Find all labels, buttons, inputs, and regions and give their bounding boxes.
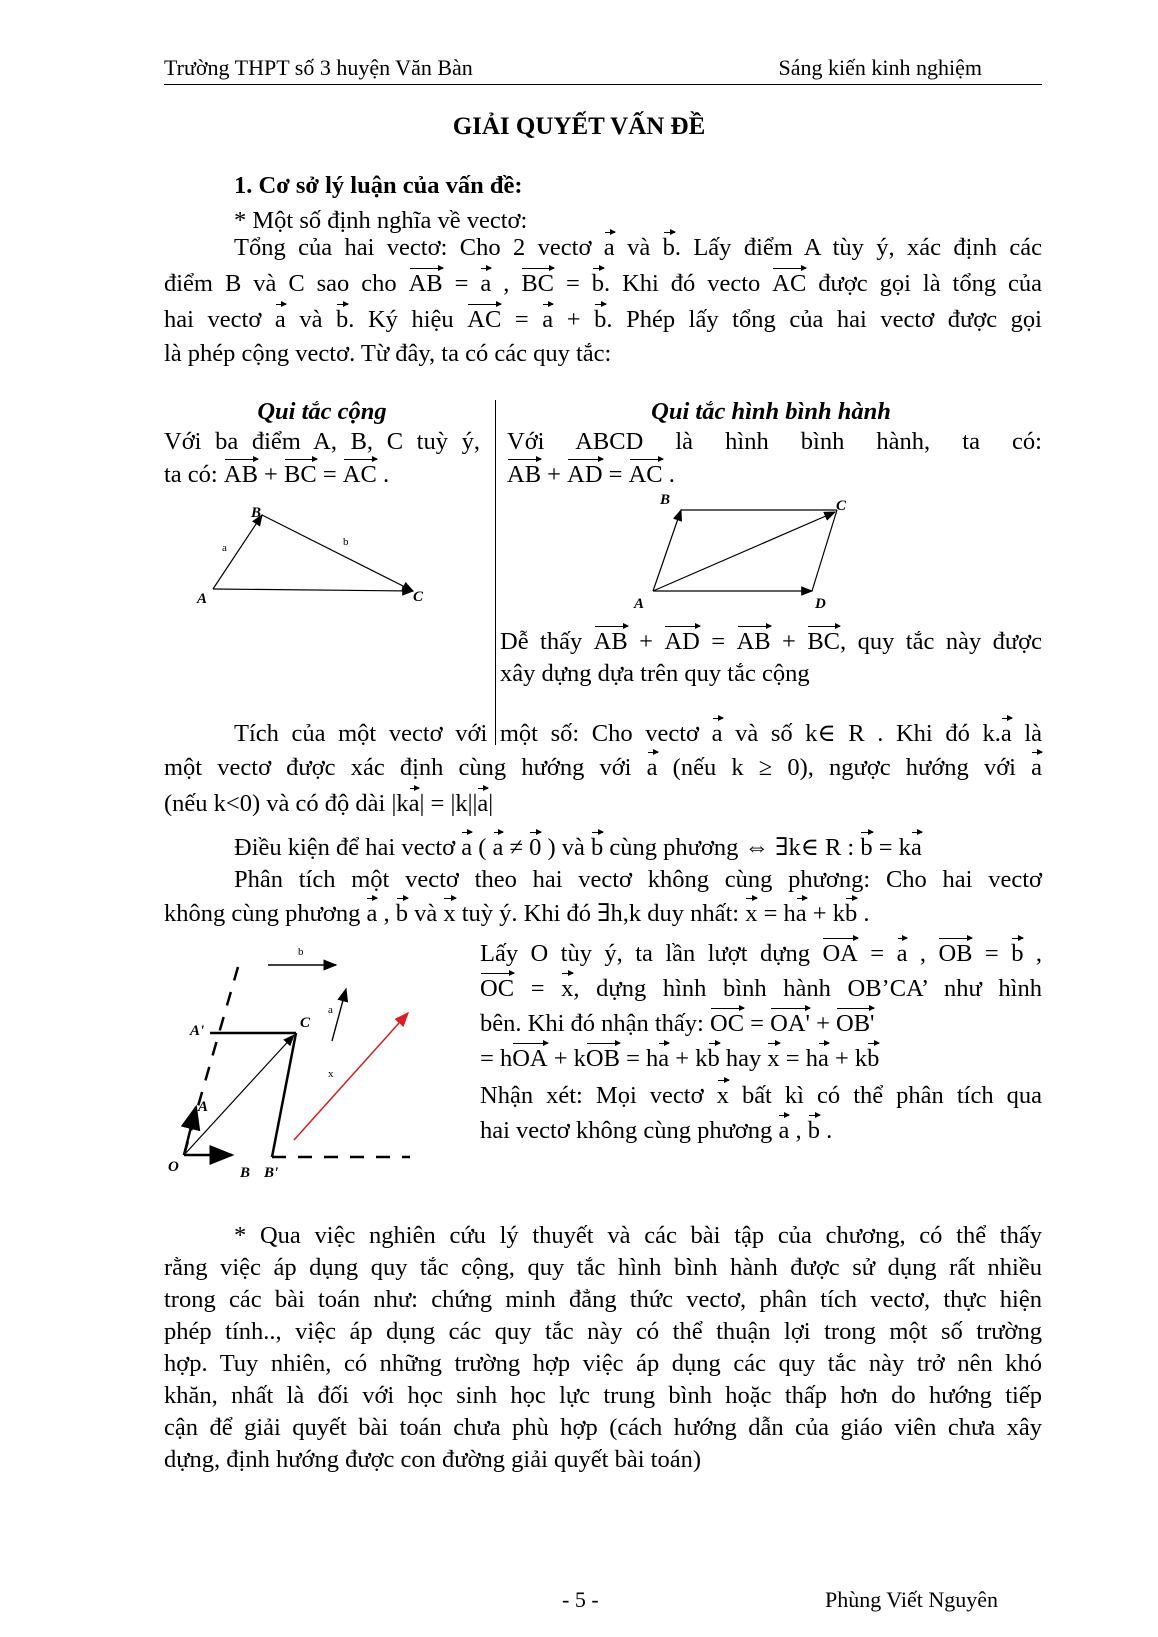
remark-line6: khăn, nhất là đối với học sinh học lực trung bình hoặc thấp hơn do hướng tiếp	[164, 1382, 1042, 1409]
header-rule	[164, 84, 1042, 85]
definitions-label: * Một số định nghĩa về vectơ:	[234, 207, 528, 234]
rule-parallelogram-formula: AB + AD = AC .	[507, 461, 675, 488]
label-b: b	[343, 536, 349, 548]
label-O: O	[168, 1159, 179, 1175]
remark-line1: * Qua việc nghiên cứu lý thuyết và các bài tập của chương, có thể thấy	[234, 1222, 1042, 1249]
collinear-condition: Điều kiện để hai vectơ a ( a ≠ 0 ) và b cùng phương ⇔ ∃k∈ R : b = ka	[234, 834, 922, 861]
label-A: A	[197, 591, 208, 607]
decomposition-remark-line2: hai vectơ không cùng phương a , b .	[480, 1117, 833, 1144]
sum-definition-line2: điểm B và C sao cho AB = a , BC = b. Khi đó vecto AC được gọi là tổng của	[164, 270, 1043, 297]
scalar-line2: một vectơ được xác định cùng hướng với a (nếu k ≥ 0), ngược hướng với a	[164, 754, 1042, 781]
decomposition-line2: không cùng phương a , b và x tuỳ ý. Khi đó ∃h,k duy nhất: x = ha + kb .	[164, 900, 870, 927]
vector-AC	[213, 589, 413, 591]
label-C: C	[413, 589, 424, 605]
sum-definition-line1: Tổng của hai vectơ: Cho 2 vectơ a và b. Lấy điểm A tùy ý, xác định các	[234, 234, 1042, 261]
remark-line3: trong các bài toán như: chứng minh đẳng thức vectơ, phân tích vectơ, thực hiện	[164, 1286, 1042, 1313]
label-B: B	[251, 505, 262, 521]
segment-CB'	[272, 1033, 296, 1157]
decomposition-line1: Phân tích một vectơ theo hai vectơ không cùng phương: Cho hai vectơ	[234, 866, 1042, 893]
footer-author: Phùng Viết Nguyên	[824, 1587, 998, 1612]
decomposition-figure	[160, 935, 460, 1190]
page-number: - 5 -	[562, 1587, 599, 1612]
sum-definition-line4: là phép cộng vectơ. Từ đây, ta có các quy tắc:	[164, 340, 612, 367]
decomposition-text-line2: OC = x, dựng hình bình hành OB’CA’ như hình	[480, 975, 1042, 1002]
vector-AB	[653, 510, 681, 591]
parallelogram-note-line1: Dễ thấy AB + AD = AB + BC, quy tắc này được	[500, 628, 1043, 655]
remark-line2: rằng việc áp dụng quy tắc cộng, quy tắc hình bình hành được sử dụng rất nhiều	[164, 1254, 1042, 1281]
decomposition-remark-line1: Nhận xét: Mọi vectơ x bất kì có thể phân tích qua	[480, 1082, 1043, 1109]
sum-definition-line3: hai vectơ a và b. Ký hiệu AC = a + b. Phép lấy tổng của hai vectơ được gọi	[164, 306, 1042, 333]
label-C: C	[300, 1015, 311, 1031]
remark-line5: hợp. Tuy nhiên, có những trường hợp việc áp dụng các quy tắc này trở nên khó	[164, 1350, 1042, 1377]
label-A-prime: A'	[190, 1023, 205, 1039]
label-A: A	[634, 596, 645, 612]
rule-parallelogram-line1: Với ABCD là hình bình hành, ta có:	[507, 428, 1042, 455]
remark-line7: cận để giải quyết bài toán chưa phù hợp (cách hướng dẫn của giáo viên chưa xây	[164, 1414, 1042, 1441]
column-divider	[495, 400, 496, 745]
label-B-prime: B'	[264, 1165, 279, 1181]
segment-CD	[812, 510, 837, 591]
header-doc-type: Sáng kiến kinh nghiệm	[778, 55, 982, 80]
label-B: B	[240, 1165, 251, 1181]
decomposition-text-line4: = hOA + kOB = ha + kb hay x = ha + kb	[480, 1045, 880, 1072]
remark-line8: dựng, định hướng được con đường giải quyết bài toán)	[164, 1446, 701, 1473]
vector-AC	[653, 512, 835, 591]
vector-x	[294, 1013, 408, 1140]
label-A: A	[198, 1099, 209, 1115]
triangle-addition-figure	[195, 505, 455, 630]
rule-add-line2: ta có: AB + BC = AC .	[164, 461, 390, 488]
label-x: x	[328, 1068, 334, 1080]
vector-AB	[213, 515, 262, 589]
decomposition-text-line1: Lấy O tùy ý, ta lần lượt dựng OA = a , OB = b ,	[480, 940, 1042, 967]
label-D: D	[815, 596, 826, 612]
scalar-line3: (nếu k<0) và có độ dài |ka| = |k||a|	[164, 790, 494, 817]
scalar-line1: Tích của một vectơ với một số: Cho vectơ a và số k∈ R . Khi đó k.a là	[234, 720, 1043, 747]
rule-parallelogram-title: Qui tắc hình bình hành	[651, 398, 891, 425]
decomposition-text-line3: bên. Khi đó nhận thấy: OC = OA' + OB'	[480, 1010, 875, 1037]
rule-add-title: Qui tắc cộng	[257, 398, 387, 425]
parallelogram-figure	[630, 490, 860, 620]
label-a: a	[328, 1004, 333, 1016]
rule-add-line1: Với ba điểm A, B, C tuỳ ý,	[164, 428, 480, 455]
vector-BC	[262, 515, 413, 591]
remark-line4: phép tính.., việc áp dụng các quy tắc này có thể thuận lợi trong một số trường	[164, 1318, 1042, 1345]
parallelogram-note-line2: xây dựng dựa trên quy tắc cộng	[500, 660, 810, 687]
label-b: b	[298, 946, 304, 958]
header-school: Trường THPT số 3 huyện Văn Bàn	[164, 55, 473, 80]
page-title: GIẢI QUYẾT VẤN ĐỀ	[452, 113, 706, 140]
label-C: C	[836, 498, 847, 514]
vector-a	[332, 989, 346, 1041]
label-B: B	[660, 492, 671, 508]
label-a: a	[222, 542, 227, 554]
section-heading: 1. Cơ sở lý luận của vấn đề:	[234, 172, 523, 199]
